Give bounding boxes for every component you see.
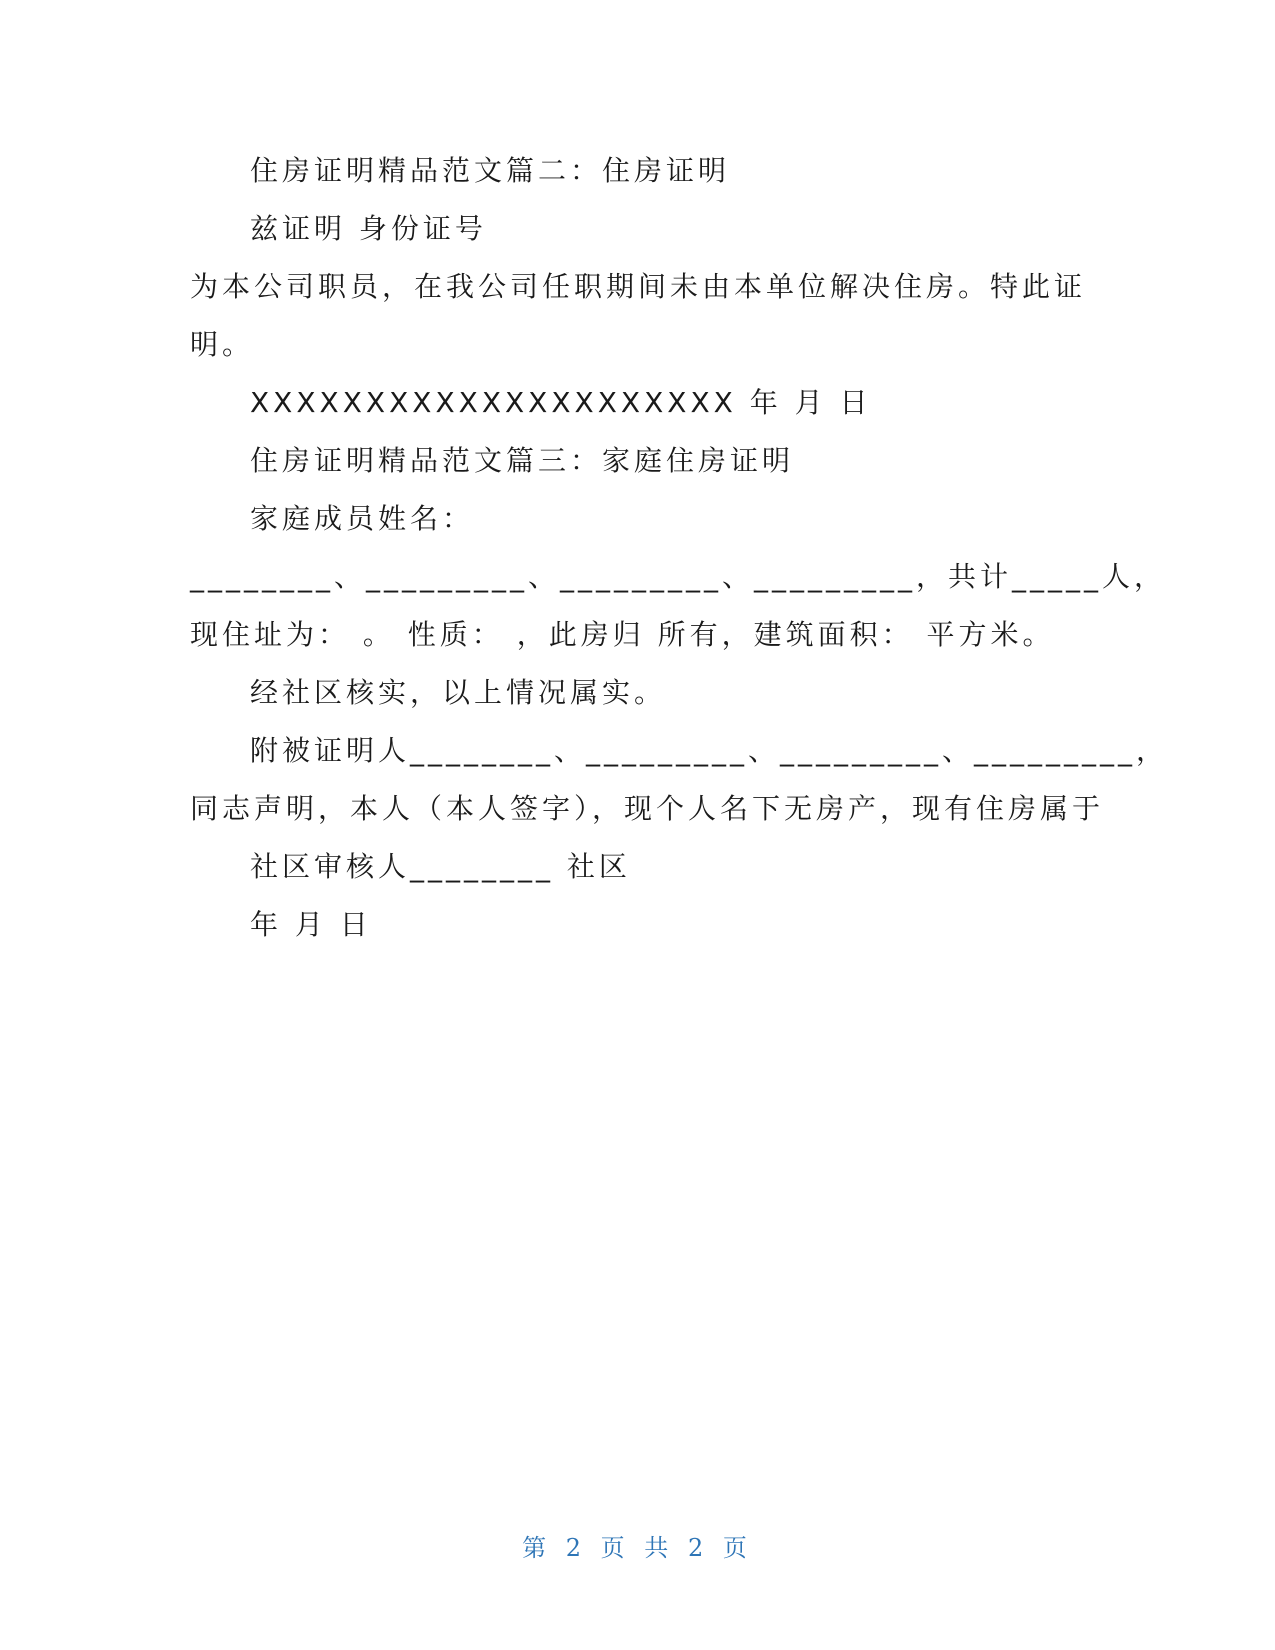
attached-persons-line: 附被证明人________、_________、_________、_________， [250, 734, 1169, 767]
verification-line: 经社区核实，以上情况属实。 [250, 676, 667, 709]
employee-statement: 为本公司职员，在我公司任职期间未由本单位解决住房。特此证 [190, 270, 1087, 303]
section-heading-2: 住房证明精品范文篇二：住房证明 [250, 154, 731, 187]
document-body [190, 142, 1169, 954]
declaration-line: 同志声明，本人（本人签字），现个人名下无房产，现有住房属于 [190, 792, 1105, 825]
page-number-footer: 第 2 页 共 2 页 [522, 1534, 753, 1562]
community-reviewer-line: 社区审核人________ 社区 [250, 850, 631, 883]
signature-date-line: XXXXXXXXXXXXXXXXXXXXX 年 月 日 [250, 386, 872, 419]
certify-line: 兹证明 身份证号 [250, 212, 487, 245]
employee-statement-end: 明。 [190, 328, 255, 361]
final-date-line: 年 月 日 [250, 908, 372, 941]
family-members-blanks: ________、_________、_________、_________，共计_____人， [190, 560, 1167, 593]
section-heading-3: 住房证明精品范文篇三：家庭住房证明 [250, 444, 795, 477]
family-members-label: 家庭成员姓名： [250, 502, 475, 535]
address-property-line: 现住址为： 。 性质： ，此房归 所有，建筑面积： 平方米。 [190, 618, 1055, 651]
